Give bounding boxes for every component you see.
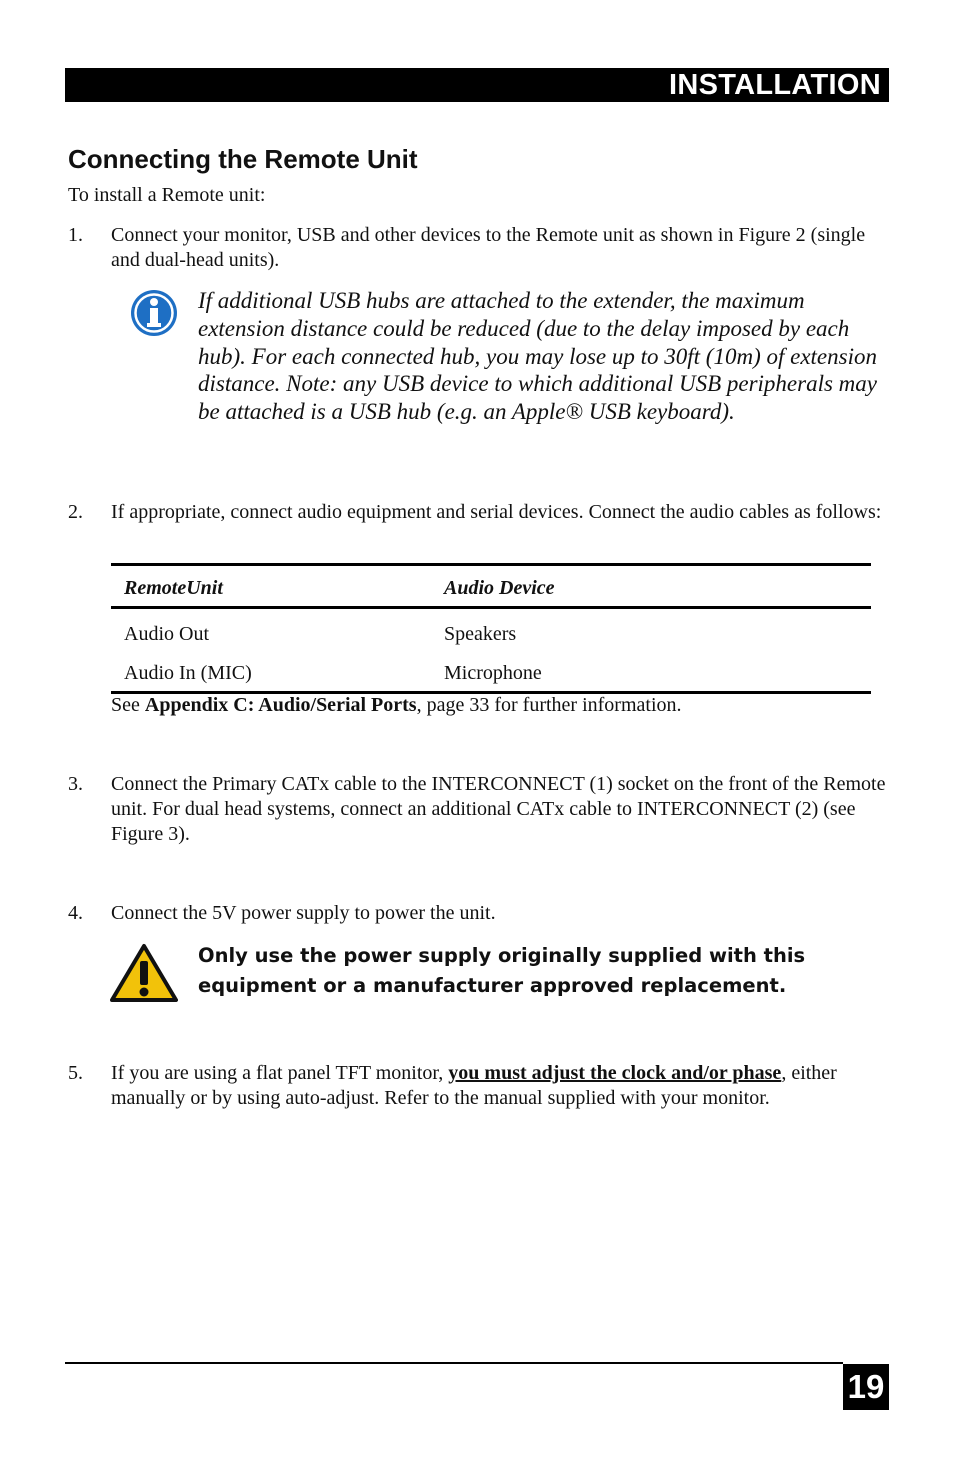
step-number: 2. bbox=[68, 501, 83, 523]
appendix-reference: Appendix C: Audio/Serial Ports bbox=[144, 694, 417, 716]
step-text: Connect your monitor, USB and other devices to the Remote unit as shown in Figure 2 (single and dual-head units). bbox=[111, 224, 866, 271]
see-also-suffix: , page 33 for further information. bbox=[416, 694, 682, 716]
intro-text: To install a Remote unit: bbox=[68, 184, 266, 206]
page-number: 19 bbox=[843, 1364, 889, 1410]
step-text: If appropriate, connect audio equipment and serial devices. Connect the audio cables as follows: bbox=[111, 501, 882, 523]
table-row bbox=[111, 652, 871, 691]
step-number: 4. bbox=[68, 902, 83, 924]
table-cell: Audio In (MIC) bbox=[124, 662, 252, 684]
audio-cable-table bbox=[111, 563, 871, 694]
section-header-title: INSTALLATION bbox=[669, 69, 881, 101]
step-text-before: If you are using a flat panel TFT monitor, bbox=[111, 1062, 449, 1084]
table-row bbox=[111, 613, 871, 652]
step-number: 3. bbox=[68, 773, 83, 795]
column-header: RemoteUnit bbox=[124, 577, 223, 599]
footer-rule bbox=[65, 1362, 843, 1364]
table-header-row bbox=[111, 566, 871, 606]
step-text bbox=[111, 1061, 886, 1111]
table-cell: Microphone bbox=[444, 662, 542, 684]
step-text-after: , either manually or by using auto-adjust. Refer to the manual supplied with your monitor. bbox=[111, 1062, 837, 1109]
column-header: Audio Device bbox=[444, 577, 555, 599]
section-header-bar bbox=[65, 68, 889, 102]
usb-hub-note: If additional USB hubs are attached to the extender, the maximum extension distance could be reduced (due to the delay imposed by each hub). For each connected hub, you may lose up to 30ft (10m) of extension distance. Note: any USB device to which additional USB peripherals may be attached is a USB hub (e.g. an Apple® USB keyboard). bbox=[198, 288, 878, 425]
step-text: Connect the Primary CATx cable to the INTERCONNECT (1) socket on the front of the Remote unit. For dual head systems, connect an additional CATx cable to INTERCONNECT (2) (see Figure 3). bbox=[111, 773, 886, 845]
warning-icon bbox=[110, 943, 178, 1003]
page-title: Connecting the Remote Unit bbox=[68, 144, 418, 174]
step-text: Connect the 5V power supply to power the unit. bbox=[111, 902, 496, 924]
step-number: 1. bbox=[68, 224, 83, 246]
see-also-prefix: See bbox=[111, 694, 145, 716]
see-also-text bbox=[111, 693, 682, 718]
info-icon bbox=[129, 288, 179, 338]
table-cell: Speakers bbox=[444, 623, 517, 645]
table-cell: Audio Out bbox=[124, 623, 209, 645]
clock-phase-emphasis: you must adjust the clock and/or phase bbox=[448, 1062, 782, 1084]
step-number: 5. bbox=[68, 1062, 83, 1084]
table-header-rule bbox=[111, 606, 871, 609]
power-supply-warning: Only use the power supply originally supplied with this equipment or a manufacturer approved replacement. bbox=[198, 944, 806, 997]
